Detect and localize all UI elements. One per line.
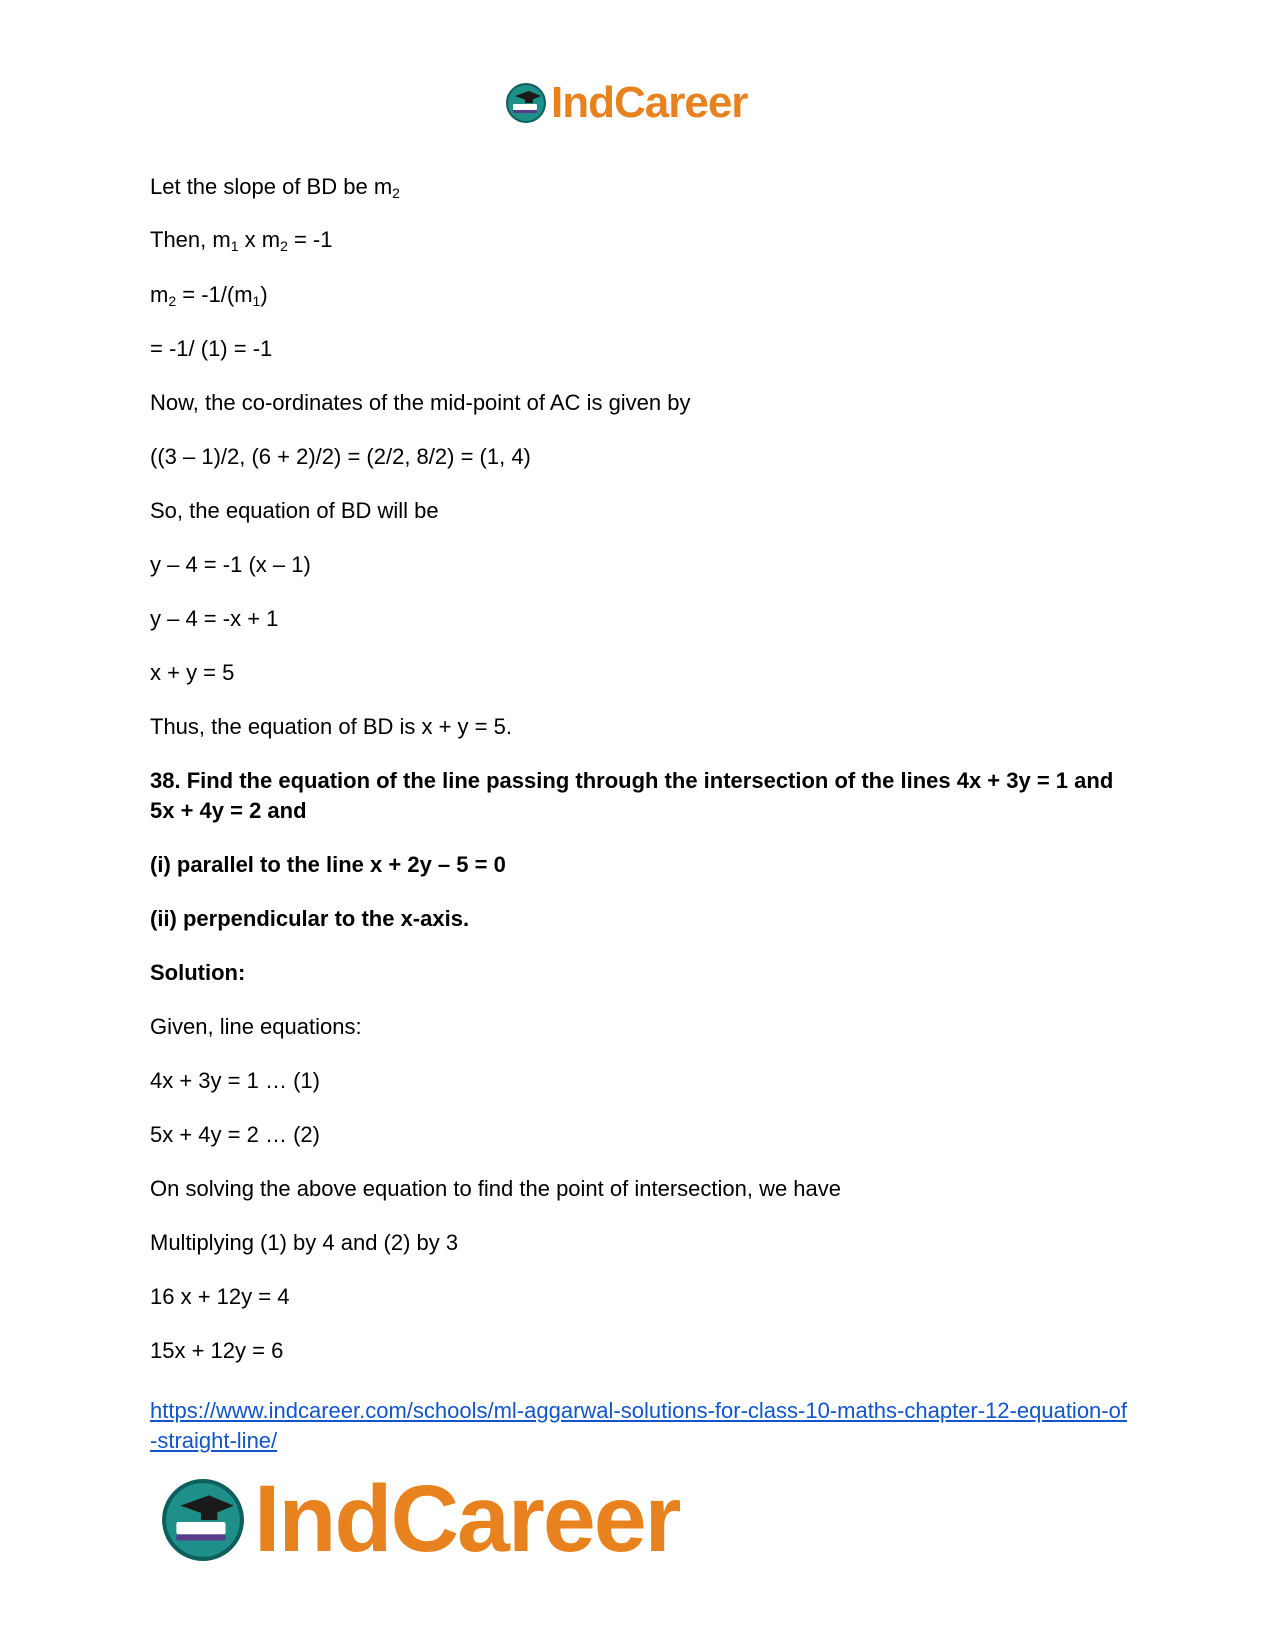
- footer-logo: [160, 1465, 680, 1574]
- text-line: x + y = 5: [150, 660, 235, 685]
- text-line: y – 4 = -x + 1: [150, 606, 279, 631]
- text-line: Thus, the equation of BD is x + y = 5.: [150, 714, 512, 739]
- text-line: Now, the co-ordinates of the mid-point of AC is given by: [150, 390, 691, 415]
- text-line: y – 4 = -1 (x – 1): [150, 552, 311, 577]
- text-line: $m_2 = -1/(m_1)$: [150, 282, 268, 309]
- text-line: 15x + 12y = 6: [150, 1338, 284, 1363]
- header-logo: [505, 78, 747, 128]
- question-38: 38. Find the equation of the line passing through the intersection of the lines 4x + 3y = 1 and 5x + 4y = 2 and: [150, 768, 1114, 823]
- text-line: 4x + 3y = 1 … (1): [150, 1068, 320, 1093]
- solution-heading: Solution:: [150, 960, 246, 985]
- text-line: 5x + 4y = 2 … (2): [150, 1122, 320, 1147]
- text-line: ((3 – 1)/2, (6 + 2)/2) = (2/2, 8/2) = (1, 4): [150, 444, 531, 469]
- header-logo-text: IndCareer: [551, 78, 748, 127]
- text-line: = -1/ (1) = -1: [150, 336, 273, 361]
- text-line: On solving the above equation to find the point of intersection, we have: [150, 1176, 842, 1201]
- globe-book-icon: [160, 1477, 246, 1563]
- text-line: So, the equation of BD will be: [150, 498, 439, 523]
- source-link[interactable]: https://www.indcareer.com/schools/ml-aggarwal-solutions-for-class-10-maths-chapter-12-equation-of-straight-line/: [150, 1398, 1127, 1453]
- text-line: Multiplying (1) by 4 and (2) by 3: [150, 1230, 459, 1255]
- footer-logo-text: IndCareer: [254, 1466, 680, 1572]
- question-38-part-ii: (ii) perpendicular to the x-axis.: [150, 906, 470, 931]
- globe-book-icon: [505, 82, 547, 124]
- text-line: Then, $m_1$ x $m_2 = -1$: [150, 227, 333, 254]
- text-line: Given, line equations:: [150, 1014, 362, 1039]
- text-line: 16 x + 12y = 4: [150, 1284, 290, 1309]
- question-38-part-i: (i) parallel to the line x + 2y – 5 = 0: [150, 852, 506, 877]
- text-line: Let the slope of BD be $m_2$: [150, 174, 400, 201]
